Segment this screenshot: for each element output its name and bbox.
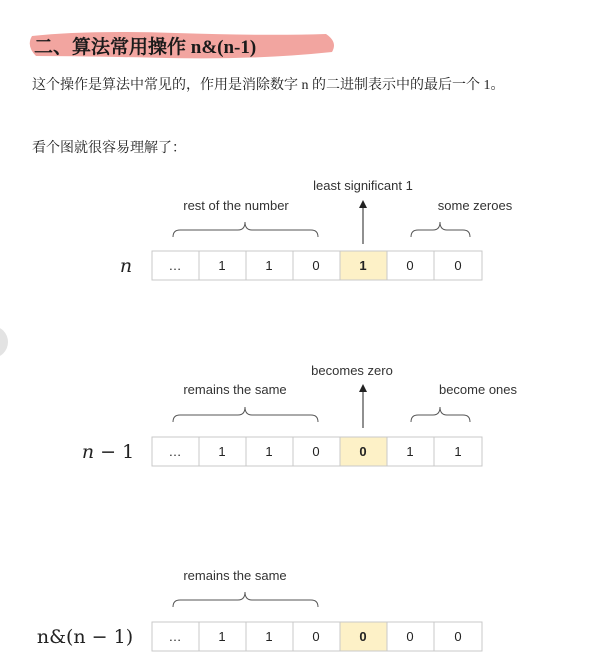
- left-brace: [173, 222, 318, 237]
- bit-cell-highlight: 0: [359, 444, 367, 459]
- bit-cell: 1: [218, 258, 226, 273]
- bit-cell: 1: [265, 444, 273, 459]
- bit-cell: 0: [312, 258, 320, 273]
- right-brace: [411, 407, 470, 422]
- bit-cell: …: [168, 258, 182, 273]
- bit-cell-highlight: 1: [359, 258, 367, 273]
- bit-cell: 1: [406, 444, 414, 459]
- bit-cell: …: [168, 629, 182, 644]
- expression-n: n: [119, 255, 133, 277]
- right-brace-label: become ones: [438, 382, 518, 397]
- bit-row: [152, 251, 482, 280]
- section-heading: 二、算法常用操作 n&(n-1): [34, 37, 257, 58]
- expression-n-and-n-minus-1: n&(n − 1): [36, 626, 134, 648]
- bit-row: [152, 622, 482, 651]
- bit-cell: 1: [218, 629, 226, 644]
- diagram-intro: 看个图就很容易理解了：: [32, 141, 186, 156]
- bit-cell: 1: [454, 444, 462, 459]
- left-brace-label: remains the same: [183, 568, 287, 583]
- diagram-n-minus-1: [82, 363, 518, 466]
- left-brace: [173, 407, 318, 422]
- bit-cell: 0: [406, 258, 414, 273]
- intro-paragraph: 这个操作是算法中常见的，作用是消除数字 n 的二进制表示中的最后一个 1。: [32, 78, 505, 93]
- arrow-label: becomes zero: [311, 363, 393, 378]
- bit-cell: 1: [218, 444, 226, 459]
- bit-cell-highlight: 0: [359, 629, 367, 644]
- bit-cell: 0: [312, 629, 320, 644]
- bit-row: [152, 437, 482, 466]
- diagram-n: [120, 178, 513, 280]
- left-brace-label: rest of the number: [183, 198, 289, 213]
- arrow-label: least significant 1: [313, 178, 413, 193]
- bit-cell: 0: [312, 444, 320, 459]
- bit-cell: 1: [265, 258, 273, 273]
- diagram-n-and-n-minus-1: [37, 568, 482, 651]
- expression-n-minus-1: n − 1: [81, 441, 135, 463]
- left-brace: [173, 592, 318, 607]
- bit-cell: 1: [265, 629, 273, 644]
- bit-cell: 0: [406, 629, 414, 644]
- bit-cell: …: [168, 444, 182, 459]
- right-brace: [411, 222, 470, 237]
- bit-cell: 0: [454, 258, 462, 273]
- right-brace-label: some zeroes: [437, 198, 513, 213]
- bit-cell: 0: [454, 629, 462, 644]
- left-brace-label: remains the same: [183, 382, 287, 397]
